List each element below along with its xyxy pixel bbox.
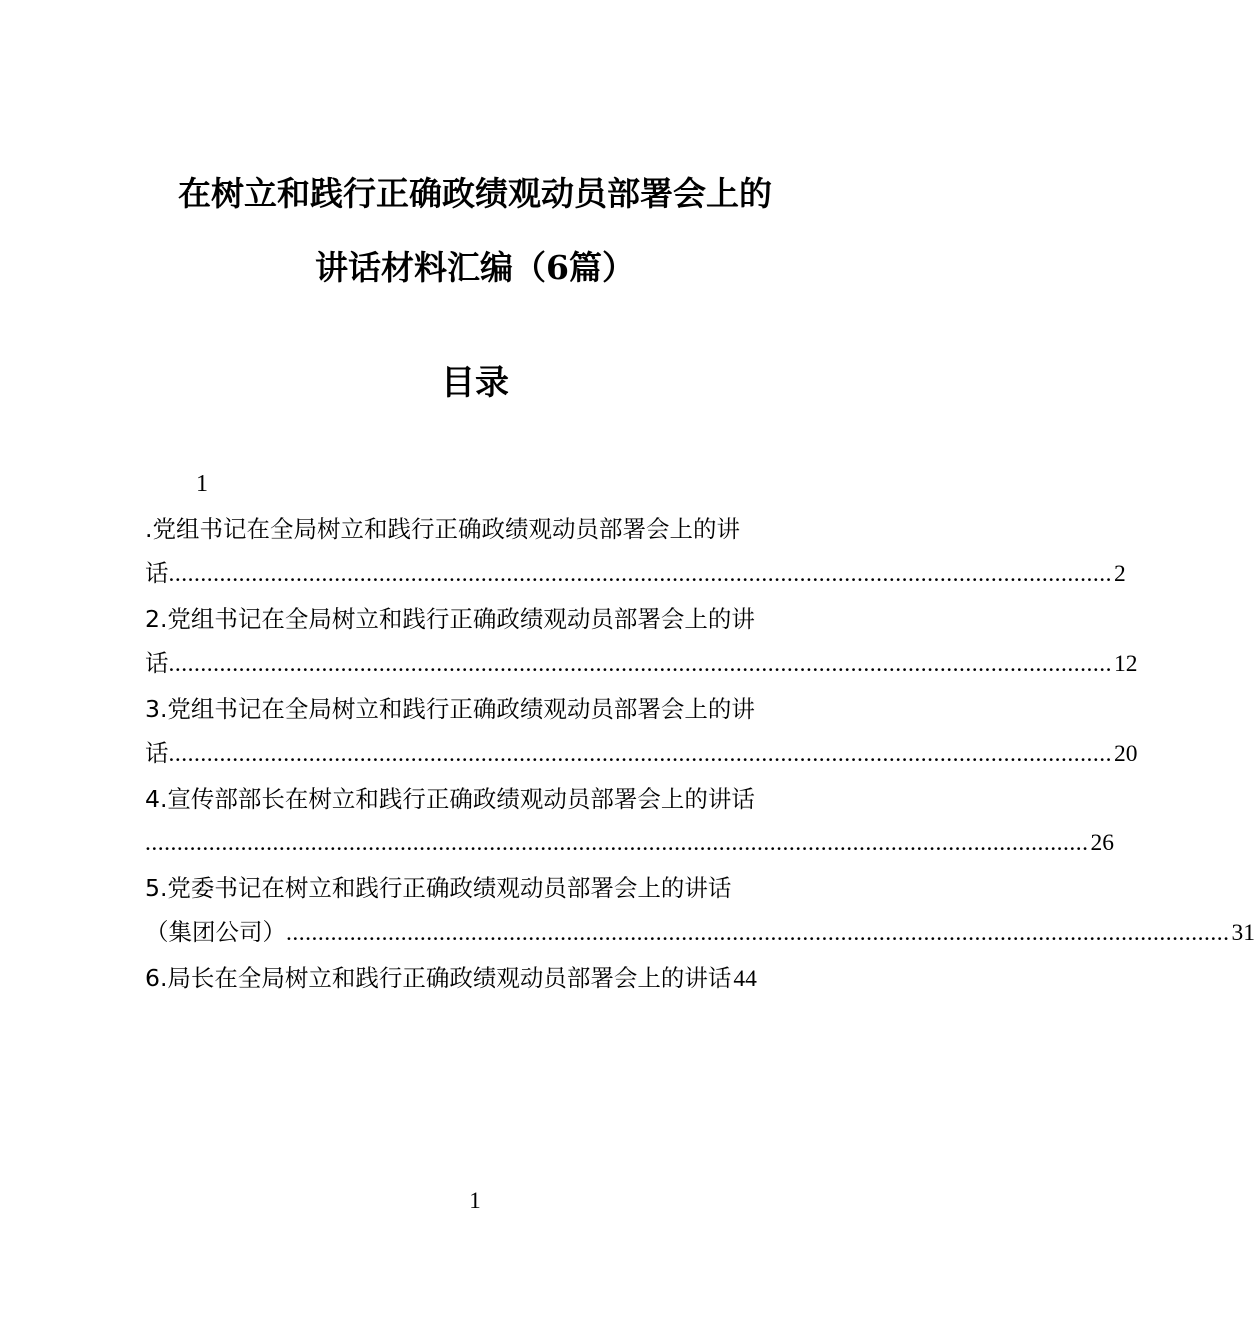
toc-entry-title-continuation: （集团公司）	[145, 918, 286, 946]
toc-leader-dots: ....................................................................................................................................................	[145, 830, 1089, 856]
toc-entry-title: 6.局长在全局树立和践行正确政绩观动员部署会上的讲话	[145, 963, 732, 992]
toc-entry-page-number: 31	[1231, 920, 1255, 946]
toc-entry-3[interactable]	[145, 687, 1138, 777]
toc-entry-1[interactable]	[145, 507, 1126, 597]
toc-entry-page-number: 20	[1114, 741, 1138, 767]
toc-entry-title-continuation: 话	[145, 559, 169, 587]
toc-entry-page-number: 26	[1090, 830, 1114, 856]
toc-leader-dots: ....................................................................................................................................................	[168, 741, 1112, 767]
toc-leader-dots: ....................................................................................................................................................	[168, 561, 1112, 587]
toc-stray-number: 1	[196, 471, 208, 497]
toc-entry-title-continuation: 话	[145, 649, 169, 677]
footer-page-number: 1	[469, 1188, 481, 1213]
toc-leader-dots: ....................................................................................................................................................	[168, 651, 1112, 677]
table-of-contents	[145, 462, 1255, 1001]
toc-heading: 目录	[441, 363, 509, 403]
toc-entry-4[interactable]	[145, 777, 1114, 866]
toc-entry-page-number: 44	[733, 965, 757, 992]
document-title-line-2: 讲话材料汇编（6篇）	[315, 248, 635, 287]
toc-entry-page-number: 2	[1114, 561, 1126, 587]
document-title-line-1: 在树立和践行正确政绩观动员部署会上的	[178, 174, 772, 213]
toc-entry-2[interactable]	[145, 597, 1138, 687]
toc-entry-title: 5.党委书记在树立和践行正确政绩观动员部署会上的讲话	[145, 873, 732, 902]
toc-entry-5[interactable]	[145, 866, 1255, 956]
toc-entry-title: 2.党组书记在全局树立和践行正确政绩观动员部署会上的讲	[145, 604, 755, 633]
toc-entry-title: 3.党组书记在全局树立和践行正确政绩观动员部署会上的讲	[145, 694, 755, 723]
toc-entry-title: 4.宣传部部长在树立和践行正确政绩观动员部署会上的讲话	[145, 784, 755, 813]
toc-entry-6[interactable]	[145, 956, 805, 1002]
toc-entry-title: .党组书记在全局树立和践行正确政绩观动员部署会上的讲	[145, 514, 740, 543]
toc-leader-dots: ....................................................................................................................................................	[286, 920, 1230, 946]
toc-entry-page-number: 12	[1114, 651, 1138, 677]
toc-entry-title-continuation: 话	[145, 739, 169, 767]
